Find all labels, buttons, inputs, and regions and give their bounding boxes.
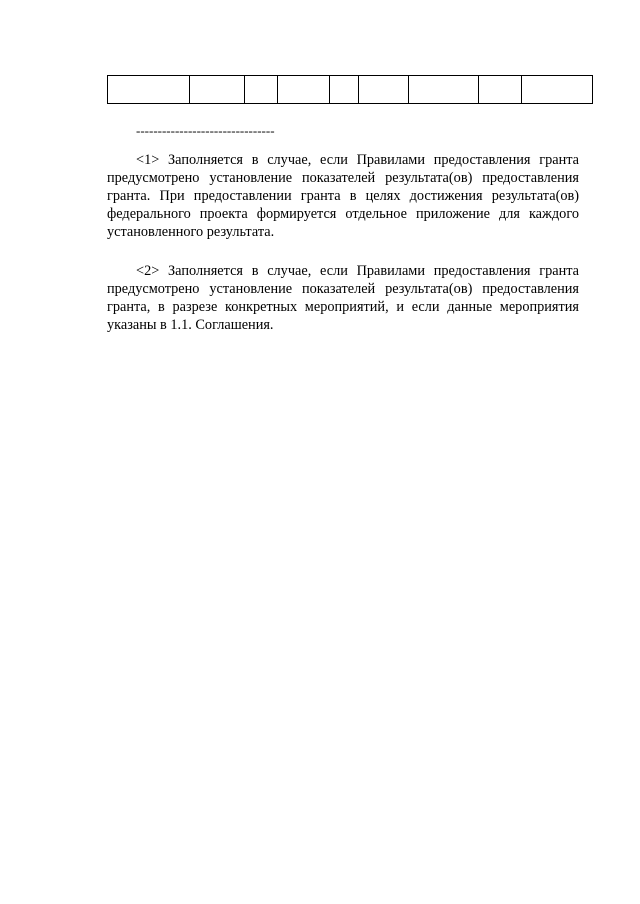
footnote-1: <1> Заполняется в случае, если Правилами предоставления гранта предусмотрено установление показателей результата(ов) предоставления гранта. При предоставлении гранта в целях достижения результата(ов) федерального проекта формируется отдельное приложение для каждого установленного результата.: [107, 152, 579, 240]
table-cell: [522, 76, 593, 104]
empty-table-row: [107, 75, 593, 104]
table-cell: [245, 76, 278, 104]
table-cell: [479, 76, 522, 104]
table-cell: [359, 76, 409, 104]
table-cell: [190, 76, 245, 104]
table-cell: [409, 76, 479, 104]
table-cell: [330, 76, 359, 104]
table-cell: [278, 76, 330, 104]
footnote-2: <2> Заполняется в случае, если Правилами предоставления гранта предусмотрено установление показателей результата(ов) предоставления гранта, в разрезе конкретных мероприятий, и если данные мероприятия указаны в 1.1. Соглашения.: [107, 263, 579, 333]
table-cell: [108, 76, 190, 104]
footnote-separator: --------------------------------: [136, 123, 275, 138]
table-row: [108, 76, 593, 104]
